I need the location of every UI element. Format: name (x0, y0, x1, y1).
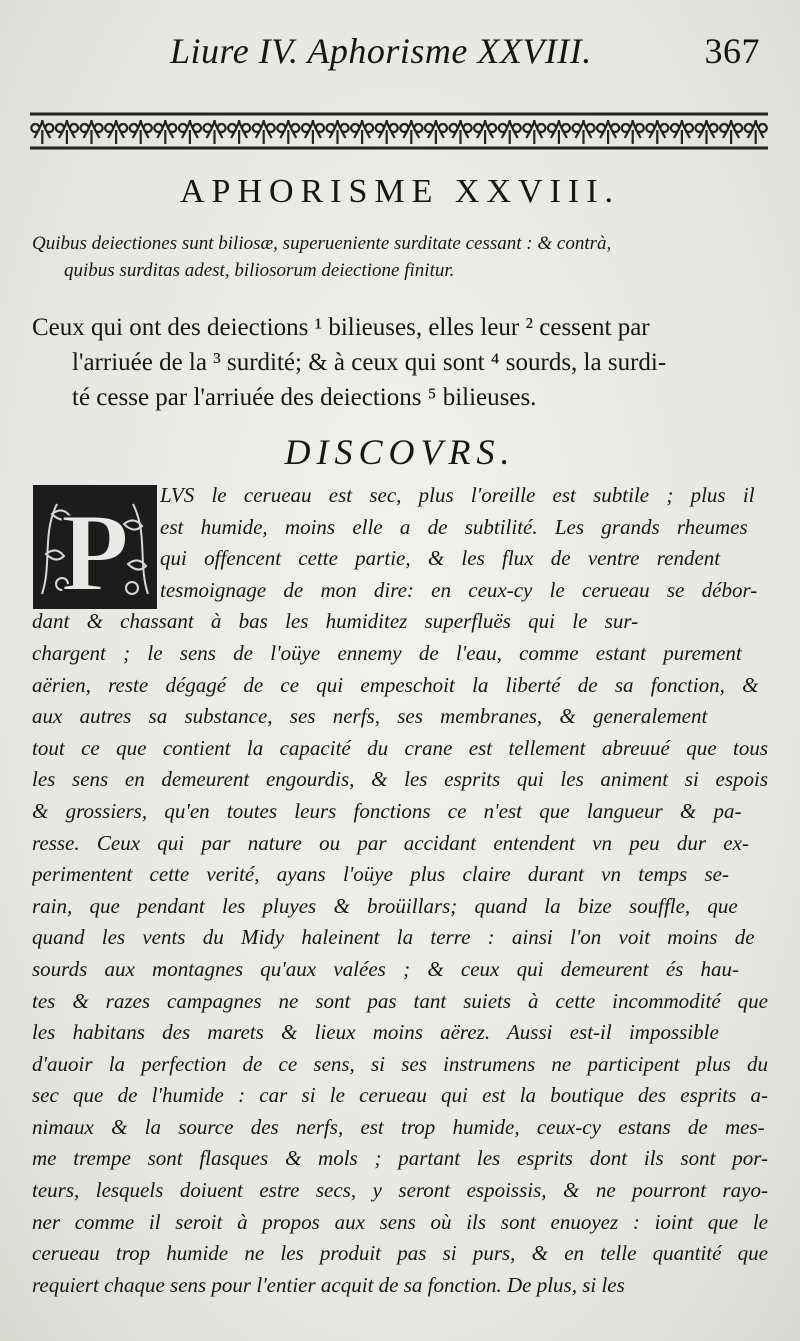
aphorism-heading: APHORISME XXVIII. (179, 173, 621, 210)
body-line: resse. Ceux qui par nature ou par accidant entendent vn peu dur ex- (32, 830, 749, 855)
fleuron-icon (376, 120, 398, 144)
fleuron-icon (179, 120, 201, 144)
body-line: requiert chaque sens pour l'entier acquit de sa fonction. De plus, si les (32, 1272, 625, 1297)
fleuron-icon (31, 120, 53, 144)
latin-aphorism (32, 230, 772, 284)
fleuron-icon (450, 120, 472, 144)
running-head-title: Liure IV. Aphorisme XXVIII. (170, 31, 592, 71)
body-line: nimaux & la source des nerfs, est trop humide, ceux-cy estans de mes- (32, 1114, 765, 1139)
body-line: tes & razes campagnes ne sont pas tant suiets à cette incommodité que (32, 988, 768, 1013)
fleuron-icon (302, 120, 324, 144)
body-line: dant & chassant à bas les humiditez superfluës qui le sur- (32, 609, 639, 634)
fleuron-icon (425, 120, 447, 144)
fleuron-icon (204, 120, 226, 144)
fleuron-icon (499, 120, 521, 144)
body-line: sourds aux montagnes qu'aux valées ; & ceux qui demeurent és hau- (32, 956, 740, 981)
latin-line: quibus surditas adest, biliosorum deiectione finitur. (64, 260, 455, 281)
body-line: perimentent cette verité, ayans l'oüye plus claire durant vn temps se- (32, 862, 729, 887)
fleuron-icon (351, 120, 373, 144)
body-line: sec que de l'humide : car si le cerueau qui est la boutique des esprits a- (32, 1083, 768, 1108)
fleuron-icon (105, 120, 127, 144)
french-line: té cesse par l'arriuée des deiections ⁵ bilieuses. (72, 384, 537, 411)
body-line: tout ce que contient la capacité du crane est tellement abreuué que tous (32, 735, 768, 760)
fleuron-icon (474, 120, 496, 144)
page-number: 367 (704, 31, 760, 71)
body-line: d'auoir la perfection de ce sens, si ses instrumens ne participent plus du (32, 1051, 768, 1076)
body-line: quand les vents du Midy haleinent la terre : ainsi l'on voit moins de (32, 925, 755, 950)
french-line: Ceux qui ont des deiections ¹ bilieuses, elles leur ² cessent par (32, 314, 650, 341)
ornamental-border (30, 108, 768, 154)
running-head (150, 28, 770, 74)
french-translation (32, 310, 772, 415)
body-line: ner comme il seroit à propos aux sens où ils sont enuoyez : ioint que le (32, 1209, 768, 1234)
fleuron-icon (56, 120, 78, 144)
body-line: les habitans des marets & lieux moins aërez. Aussi est-il impossible (32, 1020, 719, 1045)
french-line: l'arriuée de la ³ surdité; & à ceux qui sont ⁴ sourds, la surdi- (72, 349, 667, 376)
fleuron-icon (130, 120, 152, 144)
drop-cap-letter: P (60, 491, 130, 610)
fleuron-icon (277, 120, 299, 144)
fleuron-icon (597, 120, 619, 144)
fleuron-icon (646, 120, 668, 144)
fleuron-icon (720, 120, 742, 144)
fleuron-icon (154, 120, 176, 144)
body-line: LVS le cerueau est sec, plus l'oreille est subtile ; plus il (160, 483, 755, 507)
body-line: teurs, lesquels doiuent estre secs, y seront espoissis, & ne pourront rayo- (32, 1178, 768, 1203)
fleuron-icon (548, 120, 570, 144)
fleuron-icon (327, 120, 349, 144)
body-line: me trempe sont flasques & mols ; partant les esprits dont ils sont por- (32, 1146, 768, 1171)
body-line: tesmoignage de mon dire: en ceux-cy le cerueau se débor- (160, 577, 758, 602)
body-line: & grossiers, qu'en toutes leurs fonctions ce n'est que langueur & pa- (32, 798, 742, 823)
body-line: chargent ; le sens de l'oüye ennemy de l'eau, comme estant purement (32, 640, 742, 665)
fleuron-icon (228, 120, 250, 144)
fleuron-icon (671, 120, 693, 144)
body-line: est humide, moins elle a de subtilité. Les grands rheumes (160, 514, 748, 539)
fleuron-icon (400, 120, 422, 144)
body-line: aërien, reste dégagé de ce qui empeschoit la liberté de sa fonction, & (32, 672, 759, 697)
body-line: cerueau trop humide ne les produit pas si purs, & en telle quantité que (32, 1241, 768, 1266)
fleuron-icon (81, 120, 103, 144)
body-line: aux autres sa substance, ses nerfs, ses membranes, & generalement (32, 704, 708, 729)
body-line: qui offencent cette partie, & les flux de ventre rendent (160, 546, 721, 571)
body-line: rain, que pendant les pluyes & broüillars; quand la bize souffle, que (32, 893, 738, 918)
latin-line: Quibus deiectiones sunt biliosæ, superueniente surditate cessant : & contrà, (32, 233, 612, 254)
discours-heading: DISCOVRS. (284, 432, 516, 472)
fleuron-icon (696, 120, 718, 144)
fleuron-icon (253, 120, 275, 144)
discours-body (32, 480, 768, 1301)
fleuron-icon (745, 120, 767, 144)
fleuron-icon (573, 120, 595, 144)
body-line: les sens en demeurent engourdis, & les esprits qui les animent si espois (32, 767, 768, 792)
fleuron-icon (622, 120, 644, 144)
fleuron-icon (523, 120, 545, 144)
